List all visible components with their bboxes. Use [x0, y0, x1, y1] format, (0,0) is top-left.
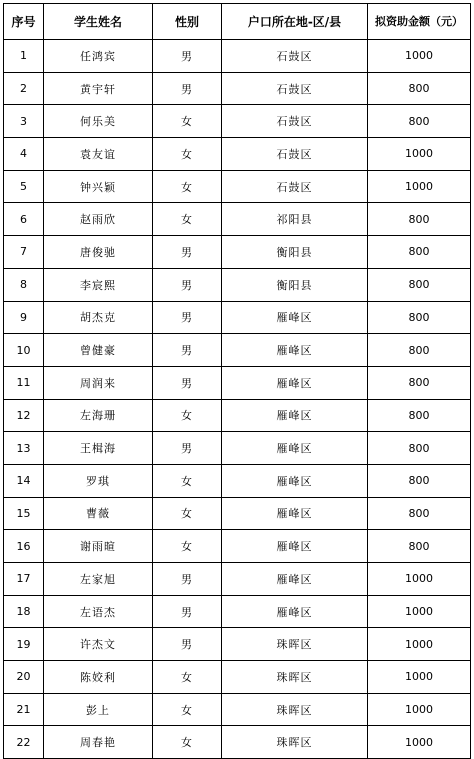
cell-hukou: 雁峰区 — [222, 301, 368, 334]
table-row — [4, 72, 471, 105]
cell-gender: 女 — [153, 138, 222, 171]
table-row — [4, 628, 471, 661]
cell-index: 9 — [4, 301, 44, 334]
table-row — [4, 236, 471, 269]
cell-gender: 女 — [153, 693, 222, 726]
table-row — [4, 661, 471, 694]
cell-name: 许杰文 — [44, 628, 153, 661]
cell-name: 曾健豪 — [44, 334, 153, 367]
cell-amount: 800 — [368, 366, 471, 399]
cell-hukou: 雁峰区 — [222, 497, 368, 530]
cell-amount: 1000 — [368, 563, 471, 596]
cell-name: 周春艳 — [44, 726, 153, 759]
cell-hukou: 珠晖区 — [222, 693, 368, 726]
cell-hukou: 石鼓区 — [222, 105, 368, 138]
cell-hukou: 珠晖区 — [222, 661, 368, 694]
cell-index: 3 — [4, 105, 44, 138]
table-row — [4, 40, 471, 73]
table-row — [4, 693, 471, 726]
table-row — [4, 530, 471, 563]
cell-index: 16 — [4, 530, 44, 563]
header-amount: 拟资助金额（元） — [368, 4, 471, 40]
cell-gender: 女 — [153, 464, 222, 497]
cell-name: 谢雨暄 — [44, 530, 153, 563]
cell-amount: 800 — [368, 530, 471, 563]
table-body — [4, 40, 471, 759]
cell-amount: 1000 — [368, 170, 471, 203]
table-row — [4, 563, 471, 596]
table-row — [4, 301, 471, 334]
cell-hukou: 雁峰区 — [222, 432, 368, 465]
table-row — [4, 497, 471, 530]
cell-gender: 女 — [153, 726, 222, 759]
cell-gender: 女 — [153, 530, 222, 563]
table-row — [4, 399, 471, 432]
cell-hukou: 雁峰区 — [222, 530, 368, 563]
student-aid-table-container — [3, 3, 470, 759]
cell-index: 13 — [4, 432, 44, 465]
cell-gender: 女 — [153, 203, 222, 236]
cell-gender: 男 — [153, 366, 222, 399]
cell-name: 左海珊 — [44, 399, 153, 432]
header-hukou: 户口所在地-区/县 — [222, 4, 368, 40]
cell-amount: 1000 — [368, 661, 471, 694]
cell-hukou: 衡阳县 — [222, 268, 368, 301]
table-row — [4, 334, 471, 367]
cell-name: 黄宇轩 — [44, 72, 153, 105]
cell-index: 12 — [4, 399, 44, 432]
cell-index: 14 — [4, 464, 44, 497]
header-gender: 性别 — [153, 4, 222, 40]
cell-gender: 男 — [153, 432, 222, 465]
cell-amount: 1000 — [368, 40, 471, 73]
cell-gender: 男 — [153, 563, 222, 596]
cell-gender: 男 — [153, 334, 222, 367]
cell-amount: 1000 — [368, 726, 471, 759]
cell-name: 周润来 — [44, 366, 153, 399]
table-row — [4, 170, 471, 203]
cell-name: 王楫海 — [44, 432, 153, 465]
cell-hukou: 雁峰区 — [222, 595, 368, 628]
header-name: 学生姓名 — [44, 4, 153, 40]
cell-hukou: 珠晖区 — [222, 628, 368, 661]
cell-index: 7 — [4, 236, 44, 269]
cell-gender: 女 — [153, 497, 222, 530]
cell-name: 左家旭 — [44, 563, 153, 596]
table-row — [4, 203, 471, 236]
cell-index: 2 — [4, 72, 44, 105]
cell-hukou: 衡阳县 — [222, 236, 368, 269]
cell-hukou: 珠晖区 — [222, 726, 368, 759]
cell-index: 1 — [4, 40, 44, 73]
cell-name: 彭上 — [44, 693, 153, 726]
cell-gender: 女 — [153, 170, 222, 203]
cell-gender: 男 — [153, 628, 222, 661]
cell-amount: 800 — [368, 268, 471, 301]
cell-gender: 男 — [153, 236, 222, 269]
cell-index: 8 — [4, 268, 44, 301]
table-row — [4, 464, 471, 497]
table-row — [4, 105, 471, 138]
cell-index: 11 — [4, 366, 44, 399]
cell-index: 18 — [4, 595, 44, 628]
cell-gender: 男 — [153, 72, 222, 105]
cell-name: 胡杰克 — [44, 301, 153, 334]
cell-name: 陈姣利 — [44, 661, 153, 694]
cell-hukou: 石鼓区 — [222, 40, 368, 73]
cell-amount: 800 — [368, 464, 471, 497]
cell-hukou: 雁峰区 — [222, 563, 368, 596]
cell-amount: 1000 — [368, 138, 471, 171]
cell-name: 李宸熙 — [44, 268, 153, 301]
cell-hukou: 雁峰区 — [222, 366, 368, 399]
cell-hukou: 石鼓区 — [222, 72, 368, 105]
student-aid-table — [3, 3, 471, 759]
header-index: 序号 — [4, 4, 44, 40]
cell-index: 10 — [4, 334, 44, 367]
cell-amount: 800 — [368, 203, 471, 236]
cell-gender: 男 — [153, 595, 222, 628]
table-row — [4, 595, 471, 628]
cell-amount: 800 — [368, 301, 471, 334]
cell-hukou: 祁阳县 — [222, 203, 368, 236]
cell-index: 15 — [4, 497, 44, 530]
table-row — [4, 432, 471, 465]
cell-gender: 女 — [153, 399, 222, 432]
cell-name: 赵雨欣 — [44, 203, 153, 236]
cell-gender: 男 — [153, 40, 222, 73]
cell-index: 17 — [4, 563, 44, 596]
cell-gender: 女 — [153, 105, 222, 138]
cell-amount: 800 — [368, 105, 471, 138]
cell-amount: 800 — [368, 236, 471, 269]
cell-amount: 1000 — [368, 628, 471, 661]
cell-name: 曹薇 — [44, 497, 153, 530]
cell-hukou: 雁峰区 — [222, 464, 368, 497]
cell-gender: 男 — [153, 301, 222, 334]
table-row — [4, 138, 471, 171]
cell-hukou: 雁峰区 — [222, 399, 368, 432]
cell-index: 20 — [4, 661, 44, 694]
table-header-row — [4, 4, 471, 40]
cell-amount: 1000 — [368, 693, 471, 726]
cell-amount: 800 — [368, 334, 471, 367]
cell-name: 袁友谊 — [44, 138, 153, 171]
cell-name: 钟兴颖 — [44, 170, 153, 203]
cell-name: 唐俊驰 — [44, 236, 153, 269]
cell-name: 左语杰 — [44, 595, 153, 628]
cell-amount: 800 — [368, 432, 471, 465]
cell-index: 21 — [4, 693, 44, 726]
cell-amount: 800 — [368, 399, 471, 432]
cell-amount: 1000 — [368, 595, 471, 628]
cell-hukou: 石鼓区 — [222, 170, 368, 203]
cell-name: 罗琪 — [44, 464, 153, 497]
cell-index: 6 — [4, 203, 44, 236]
cell-gender: 男 — [153, 268, 222, 301]
table-row — [4, 726, 471, 759]
cell-index: 4 — [4, 138, 44, 171]
cell-name: 何乐美 — [44, 105, 153, 138]
cell-index: 5 — [4, 170, 44, 203]
cell-amount: 800 — [368, 497, 471, 530]
cell-gender: 女 — [153, 661, 222, 694]
cell-name: 任鸿宾 — [44, 40, 153, 73]
cell-index: 19 — [4, 628, 44, 661]
table-row — [4, 268, 471, 301]
cell-hukou: 雁峰区 — [222, 334, 368, 367]
cell-amount: 800 — [368, 72, 471, 105]
cell-hukou: 石鼓区 — [222, 138, 368, 171]
table-row — [4, 366, 471, 399]
cell-index: 22 — [4, 726, 44, 759]
